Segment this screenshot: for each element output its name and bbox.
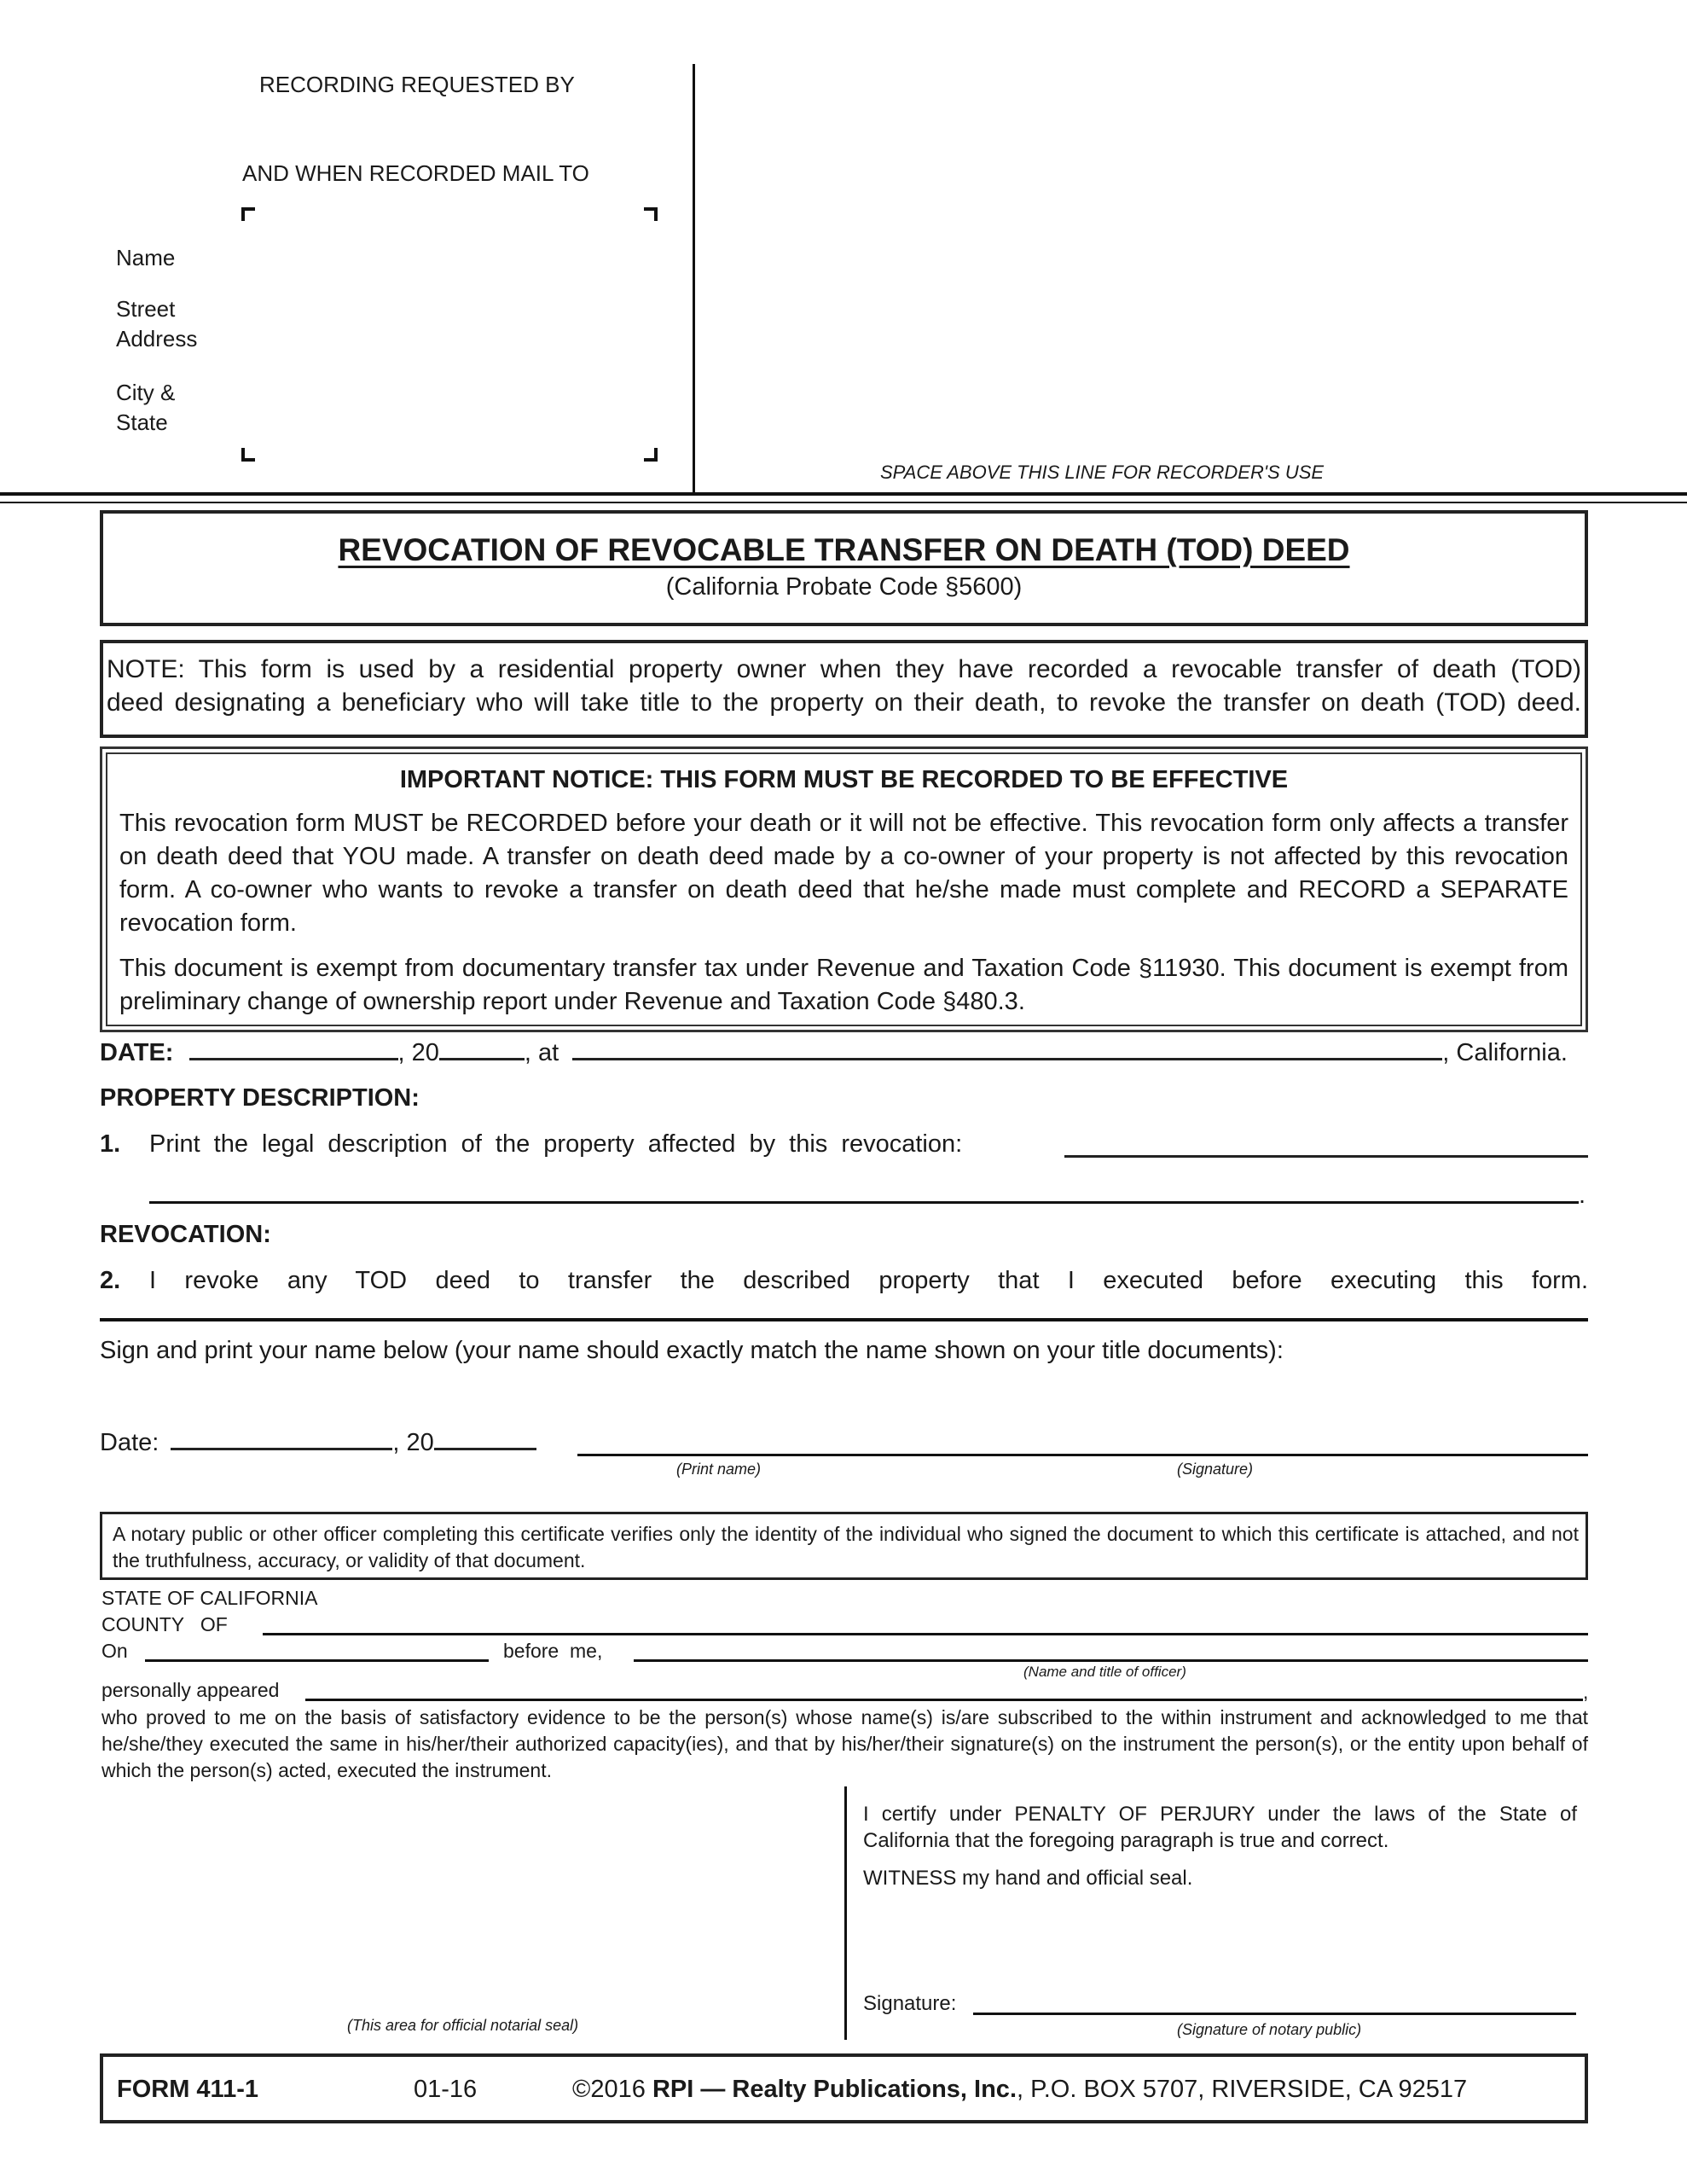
- address-label: Address: [116, 326, 198, 351]
- note-box: [100, 640, 1588, 738]
- personally-appeared-label: personally appeared: [101, 1679, 280, 1701]
- note-line-1: NOTE: This form is used by a residential property owner when they have recorded a revocable transfer of death (TOD): [107, 655, 1581, 683]
- date-california-label: , California.: [1442, 1039, 1568, 1066]
- recorder-use-area: [699, 64, 1680, 456]
- proof-paragraph: who proved to me on the basis of satisfactory evidence to be the person(s) whose name(s) is/are subscribed to the within instrument and acknowledged to me that he/she/they executed the same in his/her/their authorized capacity(ies), and that by his/her/their signature(s) on the instrument the person(s), or the entity upon behalf of which the person(s) acted, executed the instrument.: [101, 1706, 1588, 1781]
- item-1-text: Print the legal description of the property affected by this revocation:: [149, 1130, 963, 1158]
- copyright: ©2016: [572, 2076, 652, 2103]
- legal-description-field-1[interactable]: [1064, 1154, 1588, 1158]
- recording-requested-by-label: RECORDING REQUESTED BY: [259, 72, 575, 97]
- title-box: [100, 510, 1588, 626]
- address-input-area[interactable]: [247, 218, 648, 448]
- item-2-number: 2.: [100, 1267, 121, 1294]
- signer-year-field[interactable]: [434, 1447, 536, 1450]
- recorder-space-label: SPACE ABOVE THIS LINE FOR RECORDER'S USE: [880, 462, 1325, 483]
- date-year-field[interactable]: [439, 1057, 525, 1060]
- page-title: REVOCATION OF REVOCABLE TRANSFER ON DEATH (TOD) DEED: [338, 532, 1350, 567]
- date-location-field[interactable]: [572, 1057, 1442, 1060]
- notarial-seal-area: [100, 1786, 842, 2040]
- witness-text: WITNESS my hand and official seal.: [863, 1867, 1193, 1890]
- signer-date-label: Date:: [100, 1429, 159, 1456]
- important-notice-box: [100, 746, 1588, 1032]
- signature-caption: (Signature): [1177, 1461, 1254, 1478]
- officer-name-field[interactable]: [634, 1659, 1588, 1662]
- on-label: On: [101, 1640, 128, 1662]
- state-of-california: STATE OF CALIFORNIA: [101, 1587, 318, 1609]
- legal-description-field-2[interactable]: [149, 1201, 1579, 1204]
- revocation-heading: REVOCATION:: [100, 1221, 271, 1248]
- comma: ,: [1583, 1681, 1589, 1703]
- footer-box: [100, 2053, 1588, 2123]
- publisher-line: [572, 2076, 1467, 2104]
- mail-to-label: AND WHEN RECORDED MAIL TO: [242, 160, 589, 186]
- date-at-label: , at: [524, 1039, 559, 1066]
- signer-date-row: [100, 1429, 536, 1457]
- form-number: FORM 411-1: [117, 2076, 258, 2103]
- date-year-prefix: , 20: [397, 1039, 439, 1066]
- recorder-divider: [693, 64, 695, 494]
- print-name-signature-field[interactable]: [577, 1454, 1588, 1456]
- date-label: DATE:: [100, 1039, 174, 1066]
- publisher-address: , P.O. BOX 5707, RIVERSIDE, CA 92517: [1017, 2076, 1468, 2103]
- property-description-heading: PROPERTY DESCRIPTION:: [100, 1084, 420, 1112]
- notary-disclaimer-box: [100, 1512, 1588, 1580]
- notary-signature-caption: (Signature of notary public): [1177, 2021, 1362, 2038]
- important-notice-para-1: This revocation form MUST be RECORDED before your death or it will not be effective. This revocation form only affects a transfer on death deed that YOU made. A transfer on death deed made by a co-owner of your property is not affected by this revocation form. A co-owner who wants to revoke a transfer on death deed that he/she made must complete and RECORD a SEPARATE revocation form.: [119, 810, 1568, 937]
- notary-signature-label: Signature:: [863, 1992, 957, 2015]
- recorder-line-top: [0, 492, 1687, 496]
- legal-description-period: .: [1579, 1182, 1586, 1209]
- seal-divider: [844, 1786, 847, 2040]
- address-box-corner-bl: [241, 448, 255, 462]
- name-label: Name: [116, 245, 176, 270]
- notary-signature-field[interactable]: [973, 2013, 1576, 2015]
- item-2-text: I revoke any TOD deed to transfer the described property that I executed before executing this form.: [149, 1267, 1588, 1294]
- print-name-caption: (Print name): [676, 1461, 762, 1478]
- date-field[interactable]: [189, 1057, 398, 1060]
- county-label: COUNTY OF: [101, 1613, 228, 1635]
- important-notice-para-2: This document is exempt from documentary transfer tax under Revenue and Taxation Code §11930. This document is exempt from preliminary change of ownership report under Revenue and Taxation Code §480.3.: [119, 955, 1568, 1015]
- city-label: City &: [116, 380, 176, 405]
- before-me-label: before me,: [503, 1640, 603, 1662]
- page-subtitle: (California Probate Code §5600): [665, 573, 1023, 601]
- address-box-corner-br: [644, 448, 658, 462]
- form-revision: 01-16: [414, 2076, 478, 2103]
- personally-appeared-field[interactable]: [305, 1699, 1583, 1701]
- important-notice-heading: IMPORTANT NOTICE: THIS FORM MUST BE RECORDED TO BE EFFECTIVE: [399, 766, 1289, 793]
- publisher-name: RPI — Realty Publications, Inc.: [652, 2076, 1017, 2103]
- note-line-2: deed designating a beneficiary who will take title to the property on their death, to revoke the transfer on death (TOD) deed.: [107, 688, 1581, 717]
- notary-disclaimer: A notary public or other officer completing this certificate verifies only the identity of the individual who signed the document to which this certificate is attached, and not the truthfulness, accuracy, or validity of that document.: [113, 1523, 1579, 1571]
- officer-caption: (Name and title of officer): [1023, 1664, 1186, 1680]
- signer-date-field[interactable]: [171, 1447, 392, 1450]
- item-1-number: 1.: [100, 1130, 121, 1158]
- revocation-divider: [100, 1318, 1588, 1321]
- state-label: State: [116, 410, 168, 435]
- street-label: Street: [116, 296, 176, 322]
- sign-instruction: Sign and print your name below (your name should exactly match the name shown on your title documents):: [100, 1337, 1284, 1364]
- revocation-item-2: [100, 1267, 1588, 1295]
- county-field[interactable]: [263, 1633, 1588, 1635]
- notary-date-field[interactable]: [145, 1659, 489, 1662]
- recorder-line-bottom: [0, 502, 1687, 503]
- signer-year-prefix: , 20: [392, 1429, 434, 1456]
- seal-caption: (This area for official notarial seal): [347, 2017, 579, 2034]
- certify-text: I certify under PENALTY OF PERJURY under the laws of the State of California that the foregoing paragraph is true and correct.: [863, 1803, 1577, 1852]
- property-item-1: [100, 1130, 1588, 1159]
- date-row: [100, 1039, 1588, 1067]
